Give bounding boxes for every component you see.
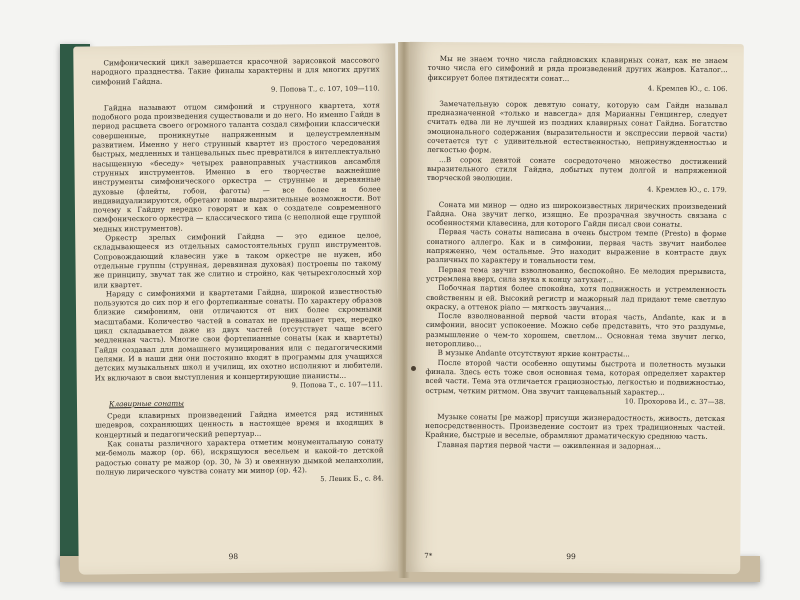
paragraph: Замечательную сорок девятую сонату, которую сам Гайдн называл предназначенной «только и навсегда» для Марианны Генцингер, следует считать едва ли не лучшей из поздних клавирных сонат Гайдна. Богатство эмоционального содержания (выразительности и экспрессии первой части) сочетается тут с удивительной естественностью, непринужденностью и легкостью форм.: [427, 98, 728, 155]
left-page-number: 98: [228, 552, 239, 562]
citation: 9. Попова Т., с. 107—111.: [291, 380, 383, 390]
paragraph: Соната ми минор — одно из широкоизвестных лирических произведений Гайдна. Она звучит легко, изящно. Ее прозрачная звучность связана с особенностями клавесина, для которого Гайдн писал свои сонаты.: [426, 199, 727, 229]
left-page-text: [91, 55, 384, 544]
right-page-number: 99: [566, 551, 576, 562]
paragraph: Наряду с симфониями и квартетами Гайдна, широкой известностью пользуются до сих пор и его фортепианные сонаты. По характеру образов близкие симфониям, они отличаются от них более скромными масштабами. Количество частей в сонатах не превышает трех, нередко цикл складывается даже из двух частей (отсутствует чаще всего медленная часть). Многие свои фортепианные сонаты (как и квартеты) Гайдн создавал для домашнего музицирования или с педагогическими целями. И в наши дни они постоянно входят в программы для учащихся детских музыкальных школ и училищ, их охотно исполняют и любители. Их включают в свои выступления и концертирующие пианисты...: [93, 286, 383, 382]
paragraph: Главная партия первой части — оживленная и задорная...: [437, 439, 661, 451]
paragraph: Как сонаты различного характера отметим монументальную сонату ми-бемоль мажор (ор. 66), искрящуюся весельем и какой-то детской радостью сонату ре мажор (ор. 30, № 3) и овеянную дымкой меланхолии, полную лирического чувства сонату ми минор (ор. 42).: [95, 436, 384, 477]
citation: 10. Прохорова И., с. 37—38.: [624, 397, 726, 406]
paragraph: После взволнованной первой части вторая часть, Andante, как и в симфонии, вносит успокоение. Можно себе представить, что это раздумье, размышление о чем-то хорошем, светлом... Основная тема звучит легко, неторопливо...: [425, 311, 726, 349]
paragraph: После второй части особенно ощутимы быстрота и полетность музыки финала. Здесь есть тоже своя основная тема, которая определяет характер всей части. Тема эта отличается грациозностью, легкостью и подвижностью, острым, четким ритмом. Она звучит танцевальный характер...: [425, 357, 726, 397]
paragraph: Симфонический цикл завершается красочной зарисовкой массового народного празднества. Такие финалы характерны и для многих других симфоний Гайдна.: [91, 55, 380, 87]
right-page: [406, 42, 744, 574]
paragraph: Среди клавирных произведений Гайдна имеется ряд истинных шедевров, сохраняющих ценность в настоящее время и входящих в концертный и педагогический репертуар...: [95, 408, 384, 440]
signature-mark: 7*: [424, 551, 433, 561]
paragraph: Оркестр зрелых симфоний Гайдна — это единое целое, складывающееся из отдельных самостоятельных групп инструментов. Сопровождающий клавесин уже в таком оркестре не нужен, ибо отдельные группы (струнная, деревянная духовая) построены по такому же принципу, звучат так же слитно и стройно, как четырехголосный хор или квартет.: [93, 230, 382, 290]
citation: 5. Левик Б., с. 84.: [320, 474, 384, 484]
right-page-text: [424, 54, 727, 544]
paragraph: ...В сорок девятой сонате сосредоточено множество достижений выразительного стиля Гайдна, добытых путем долгой и напряженной творческой эволюции.: [426, 154, 728, 183]
citation: 4. Кремлев Ю., с. 179.: [647, 185, 727, 194]
section-heading: Клавирные сонаты: [108, 398, 185, 409]
paragraph: Мы не знаем точно числа гайдновских клавирных сонат, как не знаем точно числа его симфоний и ряда произведений других жанров. Каталог... фиксирует более пятидесяти сонат...: [427, 54, 728, 83]
paragraph: Первая часть сонаты написана в очень быстром темпе (Presto) в форме сонатного аллегро. Как и в симфонии, первая часть звучит наиболее напряженно, чем остальные. Это находит выражение в контрасте двух различных по характеру и тональности тем.: [426, 227, 727, 266]
paragraph: Первая тема звучит взволнованно, беспокойно. Ее мелодия прерывиста, устремлена вверх, сила звука к концу затухает...: [426, 264, 727, 285]
paragraph: Музыке сонаты [ре мажор] присущи жизнерадостность, живость, детская непосредственность. Произведение состоит из трех традиционных частей. Крайние, быстрые и веселые, обрамляют драматическую среднюю часть.: [425, 411, 726, 442]
paragraph: В музыке Andante отсутствуют яркие контрасты...: [437, 348, 630, 359]
paragraph: Побочная партия более спокойна, хотя подвижность и устремленность свойственны и ей. Высокий регистр и мажорный лад придают теме светлую окраску, а оттенок piano — мягкость звучания...: [425, 283, 727, 313]
citation: 9. Попова Т., с. 107, 109—110.: [270, 84, 380, 94]
binding-hole: [411, 366, 416, 371]
left-page: [73, 43, 401, 574]
citation: 4. Кремлев Ю., с. 106.: [647, 84, 728, 93]
paragraph: Гайдна называют отцом симфоний и струнного квартета, хотя подобного рода произведения существовали и до него. Но именно Гайдн в период расцвета своего огромного таланта создал симфонии классически совершенные, проникнутые напряженным и целеустремленным развитием. Именно у него струнный квартет из простого чередования быстрых, медленных и танцевальных пьес превратился в интеллектуально насыщенную «беседу» четырех равноправных участников ансамбля струнных инструментов. Именно в его творчестве важнейшие инструменты симфонического оркестра — струнные и деревянные духовые (флейты, гобои, фаготы) — все более и более индивидуализируются, обретают новые выразительные возможности. Вот почему к Гайдну нередко говорят и как о создателе современного симфонического оркестра — классического типа (с неполной еще группой медных инструментов).: [91, 100, 382, 234]
